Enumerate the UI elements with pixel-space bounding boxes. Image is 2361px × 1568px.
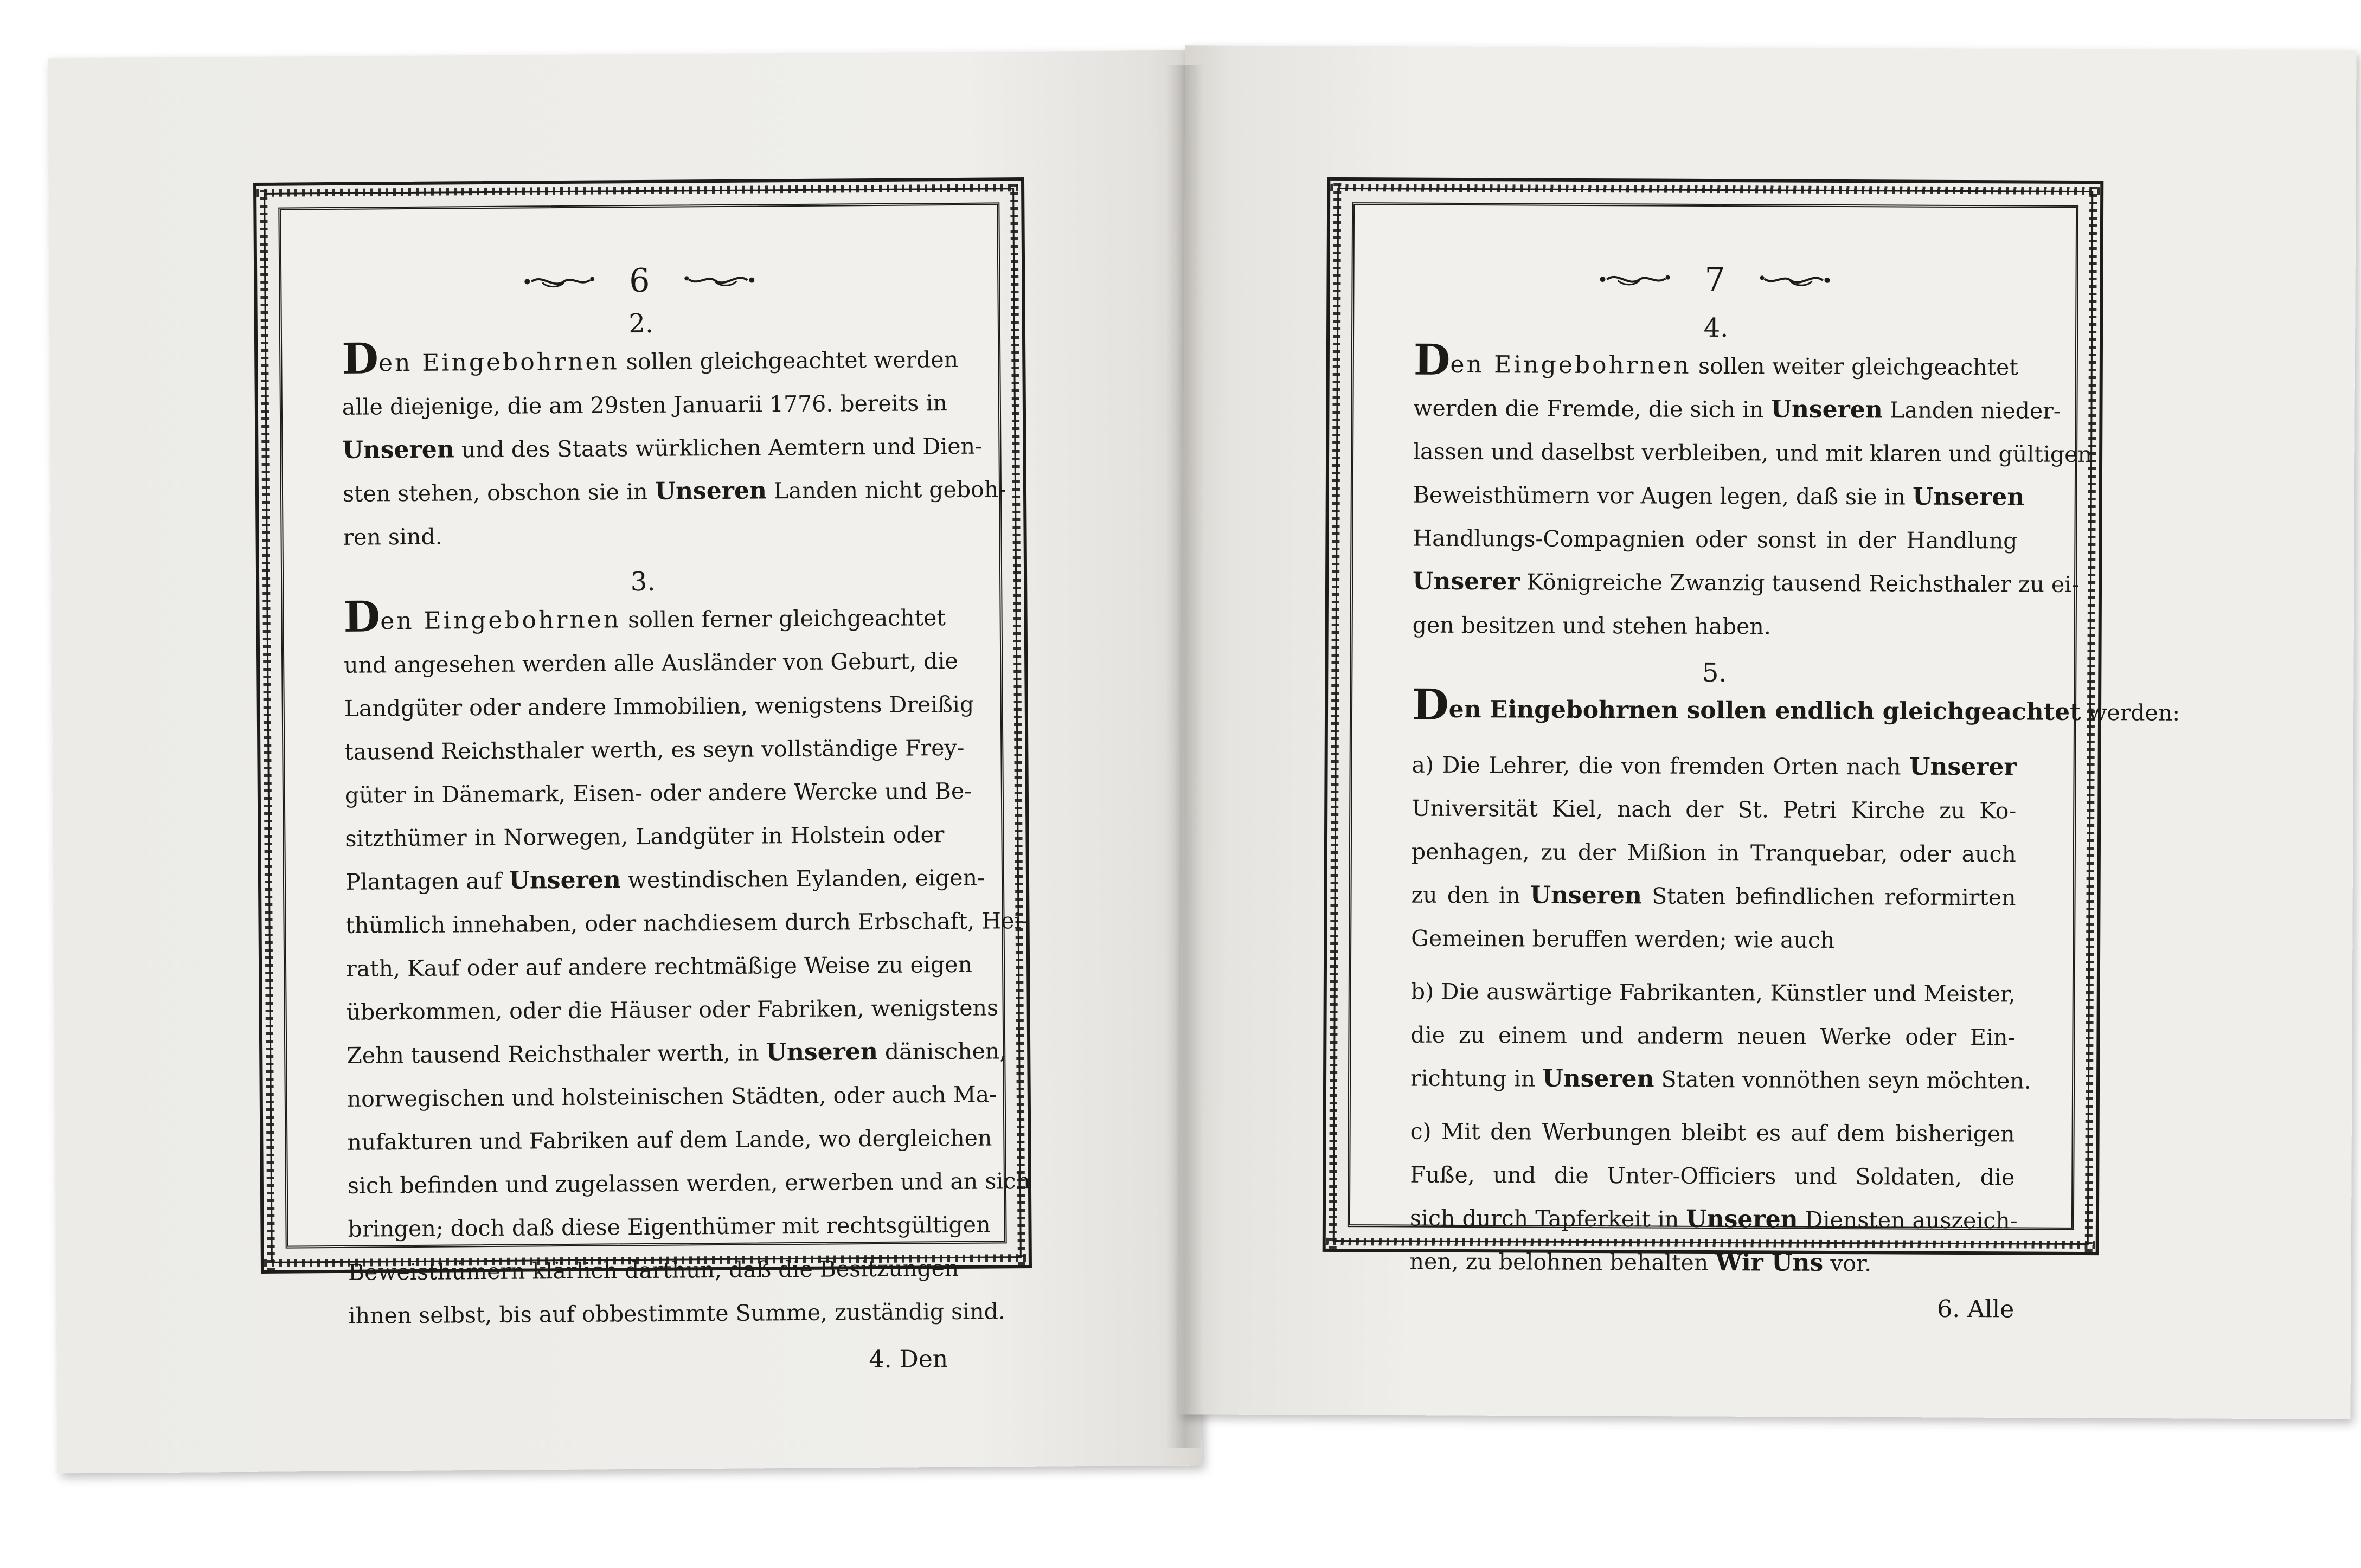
text-line [342, 468, 1006, 516]
text-line [348, 1246, 959, 1294]
text-run: überkommen, oder die Häuser oder Fabriken, wenigstens [346, 994, 999, 1025]
text-run: thümlich innehaben, oder nachdiesem durch Erbschaft, Hei- [345, 908, 1029, 939]
text-run: und angesehen werden alle Ausländer von Geburt, die [344, 647, 958, 678]
text-line [1411, 917, 2016, 963]
text-run: bringen; doch daß diese Eigenthümer mit rechtsgültigen [348, 1211, 991, 1242]
text-line [1411, 830, 2016, 876]
catchword: 6. Alle [1937, 1295, 2014, 1323]
text-run: werden die Fremde, die sich in [1413, 395, 1771, 423]
text-line [348, 1290, 1006, 1338]
text-run: Unseren [655, 477, 767, 505]
text-run: sollen gleichgeachtet werden [619, 346, 959, 375]
text-line [1410, 1153, 2015, 1199]
text-run: die zu einem und anderm neuen Werke oder Ein- [1410, 1021, 2016, 1051]
catchword: 4. Den [869, 1345, 948, 1374]
right-page-body [1409, 312, 2180, 1323]
text-line [1413, 430, 2092, 476]
text-line [344, 726, 965, 774]
text-run: Unseren [342, 435, 454, 464]
text-run: sitzthümer in Norwegen, Landgüter in Holstein oder [345, 821, 945, 852]
text-run: en Eingebohrnen [378, 348, 619, 377]
text-run: sollen ferner gleichgeachtet [620, 605, 946, 633]
text-run: en Eingebohrnen sollen endlich gleichgeachtet [1448, 695, 2081, 726]
text-run: vor. [1823, 1250, 1872, 1277]
text-line [345, 899, 1029, 947]
text-run: b) Die auswärtige Fabrikanten, Künstler und Meister, [1410, 978, 2016, 1007]
text-run: Unseren [1530, 881, 1643, 910]
drop-cap: D [1413, 335, 1451, 385]
floral-ornament-icon [682, 269, 758, 291]
text-line [343, 592, 946, 644]
text-run: Landen nieder- [1882, 397, 2061, 424]
text-run: Unseren [1770, 395, 1883, 424]
text-run: gen besitzen und stehen haben. [1412, 612, 1771, 640]
text-line [1409, 1240, 2014, 1286]
text-line [344, 639, 958, 687]
section-paragraph [341, 334, 1006, 559]
left-page-ornamental-border [253, 177, 1032, 1374]
text-line [1412, 560, 2080, 606]
text-line [347, 1030, 1007, 1077]
text-run: alle diejenige, die am 29sten Januarii 1776. bereits in [342, 390, 948, 420]
text-line [1413, 473, 2025, 519]
text-run: Universität Kiel, nach der St. Petri Kirche zu Ko- [1412, 795, 2017, 824]
right-page-ornamental-border [1323, 177, 2180, 1323]
text-run: Unserer [1412, 567, 1520, 596]
text-line [342, 381, 948, 429]
text-line [1410, 1110, 2015, 1156]
text-run: ren sind. [343, 523, 442, 550]
section-number: 4. [1703, 312, 1729, 344]
text-run: a) Die Lehrer, die von fremden Orten nach [1412, 751, 1910, 780]
text-line [346, 986, 999, 1034]
section-paragraph [343, 592, 1030, 1338]
text-run: sollen weiter gleichgeachtet [1691, 352, 2018, 381]
text-run: Zehn tausend Reichsthaler werth, in [347, 1039, 766, 1069]
text-line [1412, 680, 2180, 734]
left-page-header [281, 259, 998, 307]
page-number: 7 [1704, 260, 1725, 299]
text-line [347, 1073, 997, 1121]
text-line [341, 334, 959, 385]
text-line [1412, 743, 2017, 789]
text-line [1409, 1197, 2018, 1243]
text-run: Unseren [1686, 1205, 1798, 1233]
left-page-text-area [278, 202, 1030, 1374]
right-page-text-area [1348, 202, 2180, 1323]
text-line [345, 813, 945, 860]
text-run: Gemeinen beruffen werden; wie auch [1411, 925, 1835, 953]
text-run: westindischen Eylanden, eigen- [620, 864, 985, 894]
text-line [1413, 335, 2018, 389]
floral-ornament-icon [1758, 269, 1834, 291]
text-line [342, 425, 983, 472]
section-paragraph [1412, 680, 2180, 734]
text-line [1413, 387, 2061, 433]
section-number: 5. [1702, 657, 1727, 689]
text-run: tausend Reichsthaler werth, es seyn vollständige Frey- [344, 734, 965, 765]
text-run: norwegischen und holsteinischen Städten, oder auch Ma- [347, 1081, 997, 1112]
text-run: Unseren [509, 866, 621, 895]
text-line [1413, 603, 2017, 650]
text-line [1410, 1013, 2016, 1059]
text-run: sich durch Tapferkeit in [1409, 1205, 1686, 1232]
text-line [1412, 787, 2017, 833]
floral-ornament-icon [521, 271, 596, 293]
text-run: Diensten auszeich- [1798, 1206, 2018, 1234]
right-page-header [1354, 259, 2075, 306]
page-number: 6 [628, 261, 650, 300]
text-line [1413, 517, 2017, 563]
text-run: en Eingebohrnen [380, 606, 621, 635]
text-line [344, 769, 972, 817]
section-number: 2. [628, 308, 654, 339]
text-run: Beweisthümern klärlich darthun, daß die Besitzungen [348, 1255, 959, 1286]
text-line [348, 1203, 991, 1251]
text-run: nen, zu belohnen behalten [1409, 1248, 1716, 1276]
text-run: richtung in [1410, 1065, 1543, 1092]
section-paragraph [1412, 335, 2092, 650]
text-run: Landen nicht geboh- [766, 476, 1006, 504]
text-line [344, 683, 974, 730]
text-run: Landgüter oder andere Immobilien, wenigstens Dreißig [344, 691, 974, 722]
text-line [347, 1116, 992, 1164]
text-run: Staten vonnöthen seyn möchten. [1654, 1066, 2031, 1094]
text-run: Unserer [1909, 753, 2017, 781]
text-run: güter in Dänemark, Eisen- oder andere Wercke und Be- [344, 777, 972, 808]
text-run: zu den in [1411, 882, 1530, 909]
list-item [1410, 970, 2031, 1103]
section-number: 3. [630, 566, 656, 597]
text-line [1410, 1057, 2031, 1103]
text-run: ihnen selbst, bis auf obbestimmte Summe, zuständig sind. [348, 1298, 1006, 1329]
text-run: werden: [2081, 699, 2180, 726]
list-item [1411, 743, 2017, 963]
text-run: en Eingebohrnen [1450, 350, 1691, 380]
text-run: und des Staats würklichen Aemtern und Dien- [454, 433, 983, 463]
text-line [1410, 970, 2016, 1016]
text-run: Fuße, und die Unter-Officiers und Soldaten, die [1410, 1161, 2015, 1191]
text-run: Unseren [1912, 483, 2025, 511]
drop-cap: D [1412, 680, 1449, 730]
text-run: Unseren [766, 1037, 878, 1066]
text-run: sich befinden und zugelassen werden, erwerben und an sich [347, 1168, 1030, 1199]
text-line [345, 856, 985, 904]
text-line [1411, 873, 2016, 920]
text-run: Unseren [1542, 1064, 1654, 1093]
text-line [347, 1160, 1030, 1207]
drop-cap: D [343, 592, 381, 642]
text-line [345, 943, 972, 991]
text-line [343, 511, 942, 559]
text-run: nufakturen und Fabriken auf dem Lande, wo dergleichen [347, 1124, 992, 1155]
text-run: penhagen, zu der Mißion in Tranquebar, oder auch [1411, 838, 2016, 867]
text-run: Königreiche Zwanzig tausend Reichsthaler zu ei- [1519, 569, 2080, 597]
text-run: Plantagen auf [345, 867, 509, 895]
text-run: Staten befindlichen reformirten [1641, 883, 2016, 911]
text-run: rath, Kauf oder auf andere rechtmäßige Weise zu eigen [345, 951, 972, 982]
text-run: Beweisthümern vor Augen legen, daß sie in [1413, 481, 1913, 510]
text-run: lassen und daselbst verbleiben, und mit klaren und gültigen [1413, 438, 2092, 468]
text-run: sten stehen, obschon sie in [342, 478, 655, 507]
text-run: Wir Uns [1715, 1249, 1824, 1277]
text-run: dänischen, [877, 1038, 1007, 1065]
floral-ornament-icon [1596, 268, 1672, 291]
left-page-body [341, 308, 1030, 1377]
text-run: Handlungs-Compagnien oder sonst in der Handlung [1413, 525, 2018, 554]
drop-cap: D [341, 334, 379, 384]
list-item [1409, 1110, 2018, 1286]
text-run: c) Mit den Werbungen bleibt es auf dem bisherigen [1410, 1118, 2015, 1147]
book-gutter [1166, 65, 1204, 1448]
